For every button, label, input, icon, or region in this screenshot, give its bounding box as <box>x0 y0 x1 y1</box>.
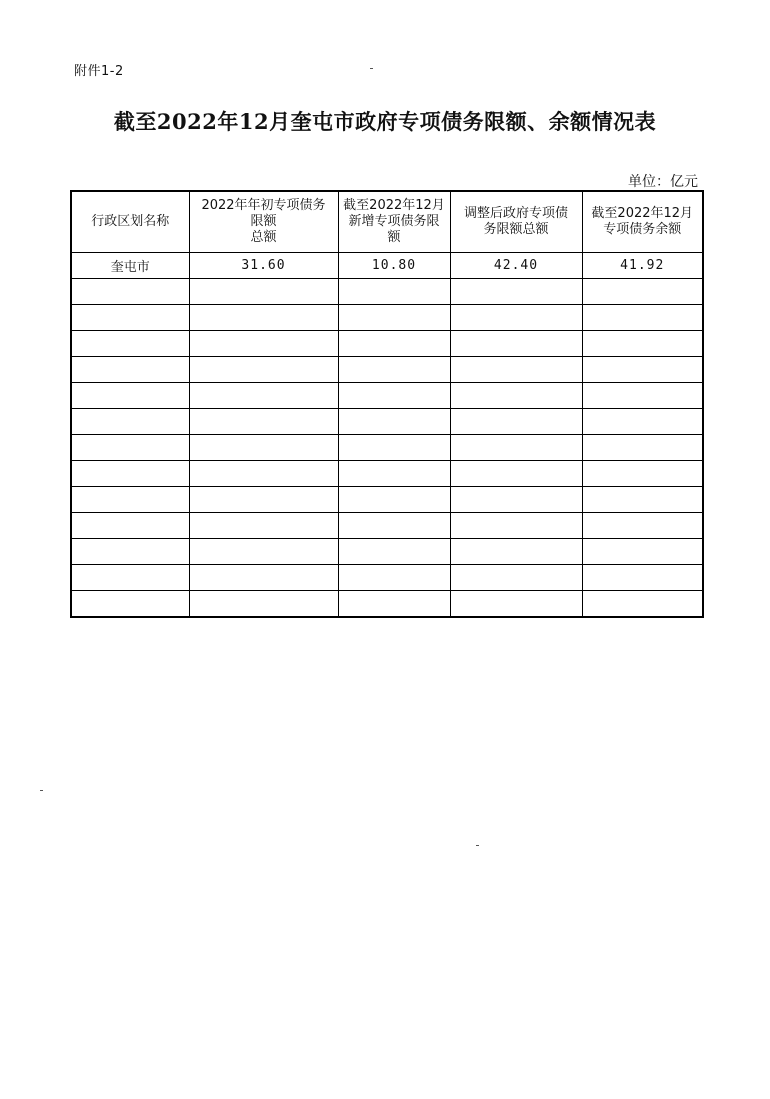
table-cell <box>582 513 703 539</box>
column-header-line: 截至2022年12月 <box>343 198 445 213</box>
column-header <box>71 191 189 253</box>
table-cell <box>338 461 450 487</box>
table-cell <box>450 331 582 357</box>
column-header-line: 行政区划名称 <box>91 214 170 229</box>
table-row <box>71 253 703 279</box>
table-cell <box>71 279 189 305</box>
table-cell <box>189 565 338 591</box>
table-cell <box>338 591 450 618</box>
scan-speck <box>476 845 479 846</box>
document-title: 截至2022年12月奎屯市政府专项债务限额、余额情况表 <box>113 109 657 134</box>
table-row <box>71 357 703 383</box>
table-cell <box>338 305 450 331</box>
table-cell <box>582 279 703 305</box>
table-cell <box>338 357 450 383</box>
table-cell <box>338 383 450 409</box>
table-cell <box>338 409 450 435</box>
column-header-line: 务限额总额 <box>483 222 549 237</box>
unit-label: 单位：亿元 <box>628 174 698 190</box>
column-header-line: 调整后政府专项债 <box>463 206 568 221</box>
table-cell <box>189 539 338 565</box>
table-cell <box>338 331 450 357</box>
scan-speck <box>370 68 373 69</box>
column-header <box>450 191 582 253</box>
table-cell <box>338 513 450 539</box>
table-cell <box>338 279 450 305</box>
table-row <box>71 487 703 513</box>
table-row <box>71 435 703 461</box>
table-cell <box>71 331 189 357</box>
table-cell <box>450 565 582 591</box>
table-cell <box>189 591 338 618</box>
table-row <box>71 279 703 305</box>
table-cell: 31.60 <box>189 253 338 279</box>
table-row <box>71 461 703 487</box>
table-cell <box>338 539 450 565</box>
table-cell <box>71 435 189 461</box>
column-header-line: 总额 <box>250 230 277 245</box>
table-cell <box>582 305 703 331</box>
table-cell <box>71 487 189 513</box>
table-cell <box>71 565 189 591</box>
table-row <box>71 331 703 357</box>
table-cell <box>450 591 582 618</box>
table-cell <box>189 279 338 305</box>
column-header-line: 2022年年初专项债务 <box>201 198 326 213</box>
table-cell <box>71 513 189 539</box>
table-row <box>71 565 703 591</box>
table-cell <box>338 487 450 513</box>
column-header-line: 新增专项债务限 <box>348 214 440 229</box>
table-cell <box>71 591 189 618</box>
table-cell <box>582 383 703 409</box>
table-cell <box>582 565 703 591</box>
table-row <box>71 409 703 435</box>
table-cell <box>450 409 582 435</box>
table-cell <box>189 435 338 461</box>
table-cell <box>582 357 703 383</box>
table-cell <box>189 357 338 383</box>
table-cell <box>450 513 582 539</box>
table-cell <box>71 383 189 409</box>
table-cell <box>582 435 703 461</box>
attachment-label: 附件1-2 <box>74 64 124 79</box>
table-cell <box>189 383 338 409</box>
table-row <box>71 513 703 539</box>
table-cell <box>338 565 450 591</box>
debt-table <box>70 190 704 618</box>
table-cell <box>71 461 189 487</box>
table-cell <box>582 591 703 618</box>
table-cell <box>189 487 338 513</box>
table-cell <box>71 409 189 435</box>
table-cell <box>450 461 582 487</box>
table-cell <box>582 461 703 487</box>
column-header-line: 限额 <box>250 214 277 229</box>
table-cell: 42.40 <box>450 253 582 279</box>
table-cell <box>189 305 338 331</box>
table-cell <box>450 539 582 565</box>
table-cell <box>582 409 703 435</box>
table-cell <box>450 279 582 305</box>
table-header-row <box>71 191 703 253</box>
column-header <box>338 191 450 253</box>
table-cell <box>189 461 338 487</box>
table-row <box>71 383 703 409</box>
table-cell: 41.92 <box>582 253 703 279</box>
table-cell <box>450 357 582 383</box>
table-cell <box>189 409 338 435</box>
table-cell <box>189 513 338 539</box>
table-cell: 10.80 <box>338 253 450 279</box>
table-cell <box>450 487 582 513</box>
table-cell <box>450 435 582 461</box>
table-cell <box>189 331 338 357</box>
table-cell <box>71 305 189 331</box>
table-cell <box>71 539 189 565</box>
table-cell: 奎屯市 <box>71 253 189 279</box>
table-cell <box>582 487 703 513</box>
table-cell <box>71 357 189 383</box>
table-cell <box>450 305 582 331</box>
column-header-line: 截至2022年12月 <box>591 206 694 221</box>
table-row <box>71 591 703 618</box>
table-body <box>71 253 703 618</box>
table-row <box>71 305 703 331</box>
table-cell <box>582 539 703 565</box>
table-cell <box>582 331 703 357</box>
scan-speck <box>40 790 43 791</box>
column-header <box>189 191 338 253</box>
column-header-line: 额 <box>387 230 401 245</box>
table-cell <box>450 383 582 409</box>
table-cell <box>338 435 450 461</box>
table-row <box>71 539 703 565</box>
column-header <box>582 191 703 253</box>
column-header-line: 专项债务余额 <box>603 222 682 237</box>
